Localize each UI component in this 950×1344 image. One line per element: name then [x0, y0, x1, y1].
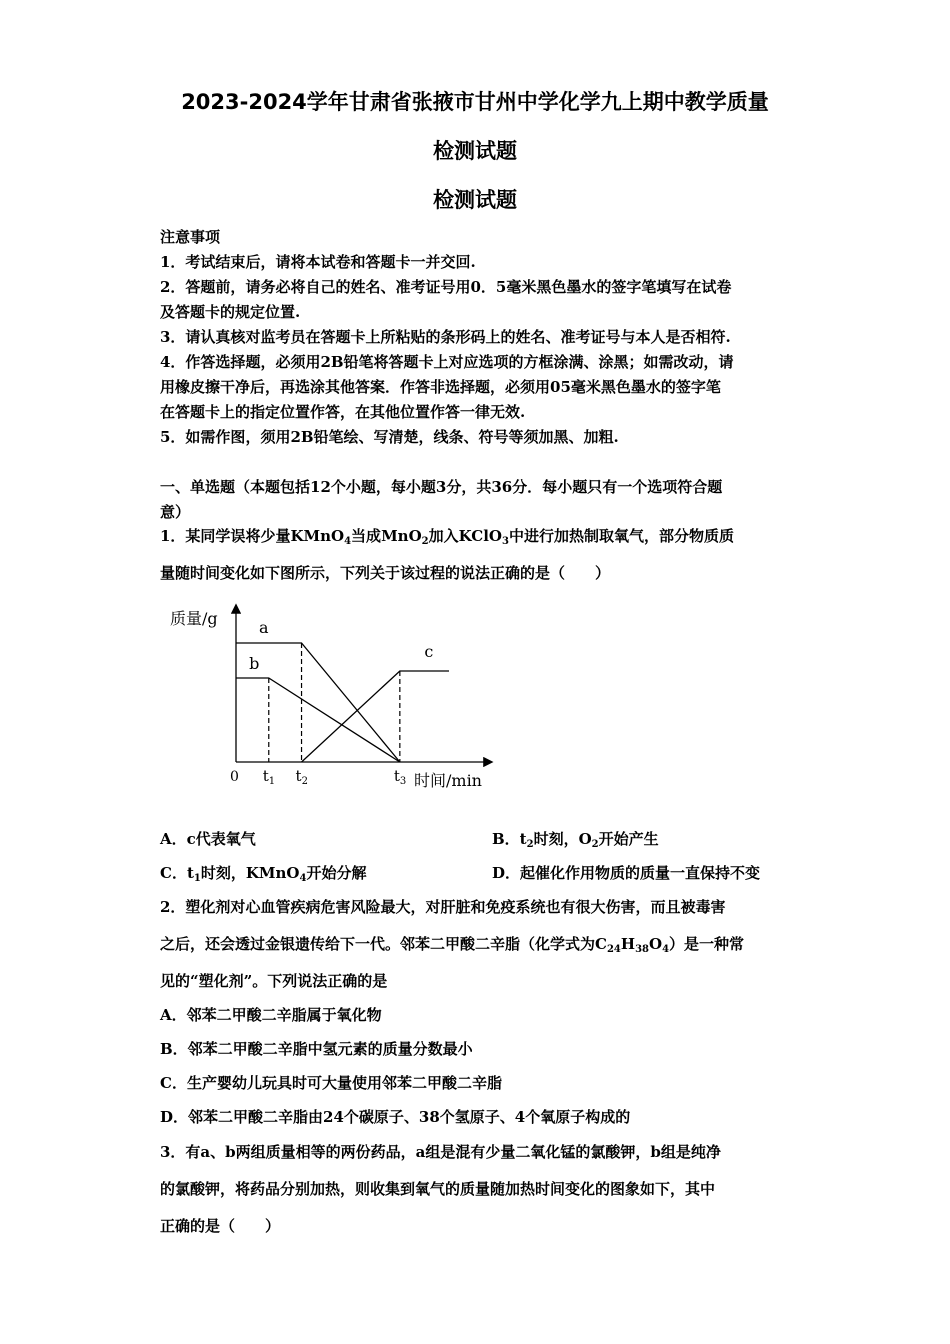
notice-item-1: 1．考试结束后，请将本试卷和答题卡一并交回.	[160, 253, 476, 271]
q1-option-b-mid: 时刻，O	[533, 830, 592, 848]
series-a-label: a	[258, 618, 269, 637]
notice-item-2: 2．答题前，请务必将自己的姓名、准考证号用0．5毫米黑色墨水的签字笔填写在试卷	[160, 278, 732, 296]
document-title-line-2: 检测试题	[433, 139, 517, 163]
series-a-line	[236, 643, 400, 762]
q1-kmno4: KMnO	[290, 527, 345, 545]
notice-item-5: 5．如需作图，须用2B铅笔绘、写清楚，线条、符号等须加黑、加粗.	[160, 428, 619, 446]
tick-label-t2: $t_2$	[295, 767, 308, 787]
notice-item-4-cont-1: 用橡皮擦干净后，再选涂其他答案．作答非选择题，必须用05毫米黑色墨水的签字笔	[160, 378, 721, 396]
q3-stem-line-1: 3．有a、b两组质量相等的两份药品，a组是混有少量二氧化锰的氯酸钾，b组是纯净	[160, 1143, 721, 1161]
q2-formula-c-sub: 24	[606, 944, 621, 955]
q1-stem-text-d: 中进行加热制取氧气，部分物质质	[508, 527, 734, 545]
q1-option-b-pre: B．t	[492, 830, 527, 848]
q2-option-b: B．邻苯二甲酸二辛脂中氢元素的质量分数最小	[160, 1040, 473, 1058]
document-title-line-3: 检测试题	[433, 188, 517, 212]
q1-kclo3: KClO	[458, 527, 502, 545]
q1-kclo3-sub: 3	[501, 536, 509, 547]
q1-option-c-sub1: 1	[193, 873, 201, 884]
notice-item-4-cont-2: 在答题卡上的指定位置作答，在其他位置作答一律无效.	[160, 403, 526, 421]
q2-formula-o-sub: 4	[662, 944, 670, 955]
q2-formula-h: H	[620, 935, 636, 953]
q2-option-a: A．邻苯二甲酸二辛脂属于氧化物	[160, 1006, 382, 1024]
series-c-label: c	[424, 642, 434, 661]
q2-formula-o: O	[648, 935, 663, 953]
notice-heading: 注意事项	[160, 228, 221, 246]
q2-stem-line-2	[160, 934, 744, 954]
notice-item-2-cont: 及答题卡的规定位置.	[160, 303, 301, 321]
x-axis-label: 时间/min	[414, 771, 482, 790]
section-heading-line-1: 一、单选题（本题包括12个小题，每小题3分，共36分．每小题只有一个选项符合题	[160, 478, 723, 496]
q1-option-c-sub2: 4	[299, 873, 307, 884]
document-title-line-1: 2023-2024学年甘肃省张掖市甘州中学化学九上期中教学质量	[181, 90, 769, 114]
series-c-line	[302, 671, 449, 762]
q2-option-c: C．生产婴幼儿玩具时可大量使用邻苯二甲酸二辛脂	[160, 1074, 502, 1092]
q2-stem-line-1: 2．塑化剂对心血管疾病危害风险最大，对肝脏和免疫系统也有很大伤害，而且被毒害	[160, 898, 726, 916]
q1-option-c	[160, 863, 366, 883]
notice-item-4: 4．作答选择题，必须用2B铅笔将答题卡上对应选项的方框涂满、涂黑；如需改动，请	[160, 353, 734, 371]
tick-label-t1: $t_1$	[262, 767, 276, 787]
q1-option-c-mid: 时刻，KMnO	[200, 864, 300, 882]
q1-stem-text-c: 加入	[428, 527, 459, 545]
q1-option-d: D．起催化作用物质的质量一直保持不变	[492, 864, 761, 882]
q1-mass-time-chart	[160, 598, 500, 798]
notice-item-3: 3．请认真核对监考员在答题卡上所粘贴的条形码上的姓名、准考证号与本人是否相符.	[160, 328, 731, 346]
q1-option-b	[492, 829, 659, 849]
q1-option-c-pre: C．t	[160, 864, 194, 882]
q1-stem-text-a: 1．某同学误将少量	[160, 527, 291, 545]
q2-stem-text-a: 之后，还会透过金银遗传给下一代。邻苯二甲酸二辛脂（化学式为C	[160, 935, 607, 953]
q1-mno2-sub: 2	[421, 536, 429, 547]
q1-stem-text-b: 当成	[351, 527, 382, 545]
q2-formula-h-sub: 38	[635, 944, 649, 955]
q1-mno2: MnO	[381, 527, 422, 545]
q3-stem-line-3: 正确的是（ ）	[160, 1217, 281, 1235]
y-axis-label: 质量/g	[170, 609, 218, 628]
tick-label-t3: $t_3$	[393, 767, 407, 787]
series-b-line	[236, 678, 400, 762]
q1-stem-line-2: 量随时间变化如下图所示，下列关于该过程的说法正确的是（ ）	[160, 564, 611, 582]
q1-option-c-post: 开始分解	[306, 864, 367, 882]
q1-stem-line-1	[160, 526, 734, 546]
q2-stem-line-3: 见的“塑化剂”。下列说法正确的是	[160, 972, 388, 990]
section-heading-line-2: 意）	[160, 503, 191, 521]
q1-option-a: A．c代表氧气	[160, 830, 256, 848]
q1-option-b-post: 开始产生	[598, 830, 659, 848]
q2-stem-text-b: ）是一种常	[669, 935, 745, 953]
q1-option-b-sub1: 2	[526, 839, 534, 850]
series-b-label: b	[249, 654, 260, 673]
q1-option-b-sub2: 2	[591, 839, 599, 850]
q3-stem-line-2: 的氯酸钾，将药品分别加热，则收集到氧气的质量随加热时间变化的图象如下，其中	[160, 1180, 716, 1198]
q1-kmno4-sub: 4	[344, 536, 352, 547]
origin-label: 0	[230, 769, 239, 785]
q2-option-d: D．邻苯二甲酸二辛脂由24个碳原子、38个氢原子、4个氧原子构成的	[160, 1108, 631, 1126]
